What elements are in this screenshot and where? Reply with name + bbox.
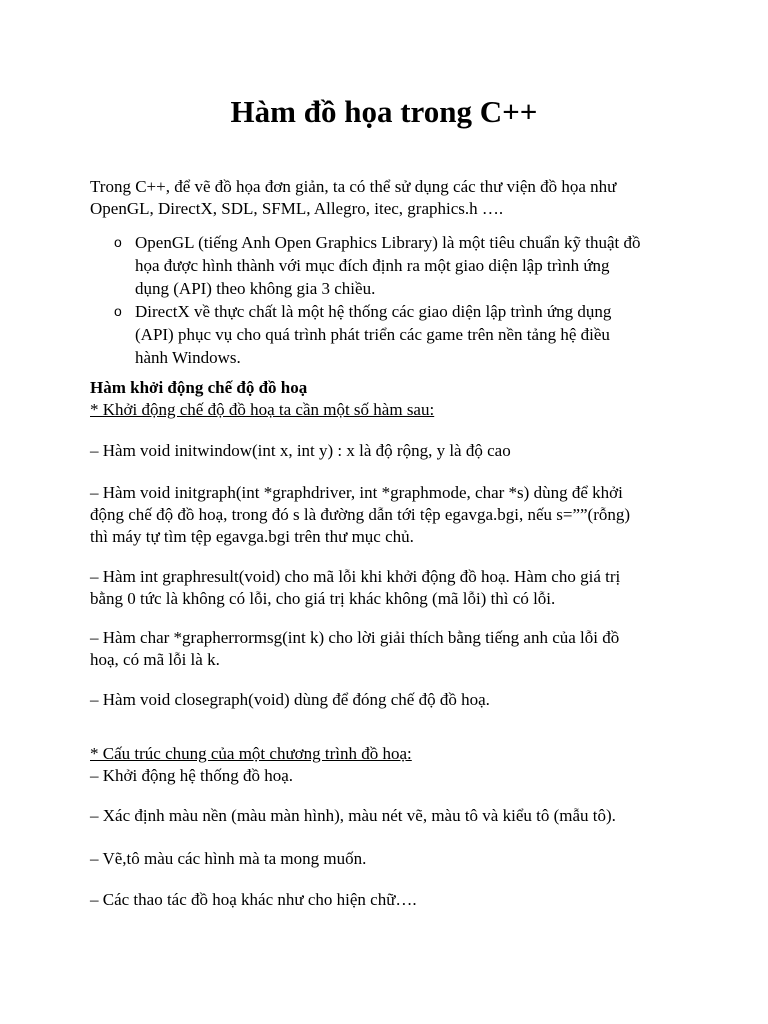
bullet-line: DirectX về thực chất là một hệ thống các giao diện lập trình ứng dụng [135, 302, 612, 321]
text-line: bằng 0 tức là không có lỗi, cho giá trị khác không (mã lỗi) thì có lỗi. [90, 589, 556, 608]
paragraph-closegraph: – Hàm void closegraph(void) dùng để đóng chế độ đồ hoạ. [90, 690, 490, 709]
text-line: – Hàm void initgraph(int *graphdriver, int *graphmode, char *s) dùng để khởi [90, 483, 623, 502]
paragraph-structure-other: – Các thao tác đồ hoạ khác như cho hiện chữ…. [90, 890, 417, 909]
text-line: – Hàm char *grapherrormsg(int k) cho lời giải thích bằng tiếng anh của lỗi đồ [90, 628, 620, 647]
paragraph-structure-colors: – Xác định màu nền (màu màn hình), màu nét vẽ, màu tô và kiểu tô (mẫu tô). [90, 806, 616, 825]
bullet-item-opengl [90, 231, 690, 300]
paragraph-structure-draw: – Vẽ,tô màu các hình mà ta mong muốn. [90, 849, 367, 868]
bullet-marker-icon: o [114, 234, 122, 250]
bullet-marker-icon: o [114, 303, 122, 319]
text-line: động chế độ đồ hoạ, trong đó s là đường dẫn tới tệp egavga.bgi, nếu s=””(rỗng) [90, 505, 631, 524]
bullet-line: hành Windows. [135, 348, 241, 367]
intro-line-1: Trong C++, để vẽ đồ họa đơn giản, ta có thể sử dụng các thư viện đồ họa như [90, 177, 617, 196]
paragraph-initgraph [90, 482, 690, 548]
paragraph-structure-init: – Khởi động hệ thống đồ hoạ. [90, 766, 294, 785]
bullet-item-directx [90, 300, 690, 369]
bullet-line: họa được hình thành với mục đích định ra một giao diện lập trình ứng [135, 256, 610, 275]
bullet-line: OpenGL (tiếng Anh Open Graphics Library) là một tiêu chuẩn kỹ thuật đồ [135, 233, 641, 252]
library-bullet-list [90, 231, 690, 369]
section-subheading-functions: * Khởi động chế độ đồ hoạ ta cần một số hàm sau: [90, 400, 435, 419]
section-heading-init: Hàm khởi động chế độ đồ hoạ [90, 378, 308, 397]
bullet-line: (API) phục vụ cho quá trình phát triển các game trên nền tảng hệ điều [135, 325, 610, 344]
intro-paragraph [90, 176, 690, 220]
paragraph-initwindow: – Hàm void initwindow(int x, int y) : x là độ rộng, y là độ cao [90, 441, 511, 460]
paragraph-graphresult [90, 566, 690, 610]
text-line: thì máy tự tìm tệp egavga.bgi trên thư mục chủ. [90, 527, 414, 546]
text-line: – Hàm int graphresult(void) cho mã lỗi khi khởi động đồ hoạ. Hàm cho giá trị [90, 567, 621, 586]
text-line: hoạ, có mã lỗi là k. [90, 650, 220, 669]
paragraph-grapherrormsg [90, 627, 690, 671]
section-subheading-structure: * Cấu trúc chung của một chương trình đồ hoạ: [90, 744, 412, 763]
intro-line-2: OpenGL, DirectX, SDL, SFML, Allegro, itec, graphics.h …. [90, 199, 504, 218]
bullet-line: dụng (API) theo không gia 3 chiều. [135, 279, 376, 298]
page-title: Hàm đồ họa trong C++ [230, 94, 538, 129]
